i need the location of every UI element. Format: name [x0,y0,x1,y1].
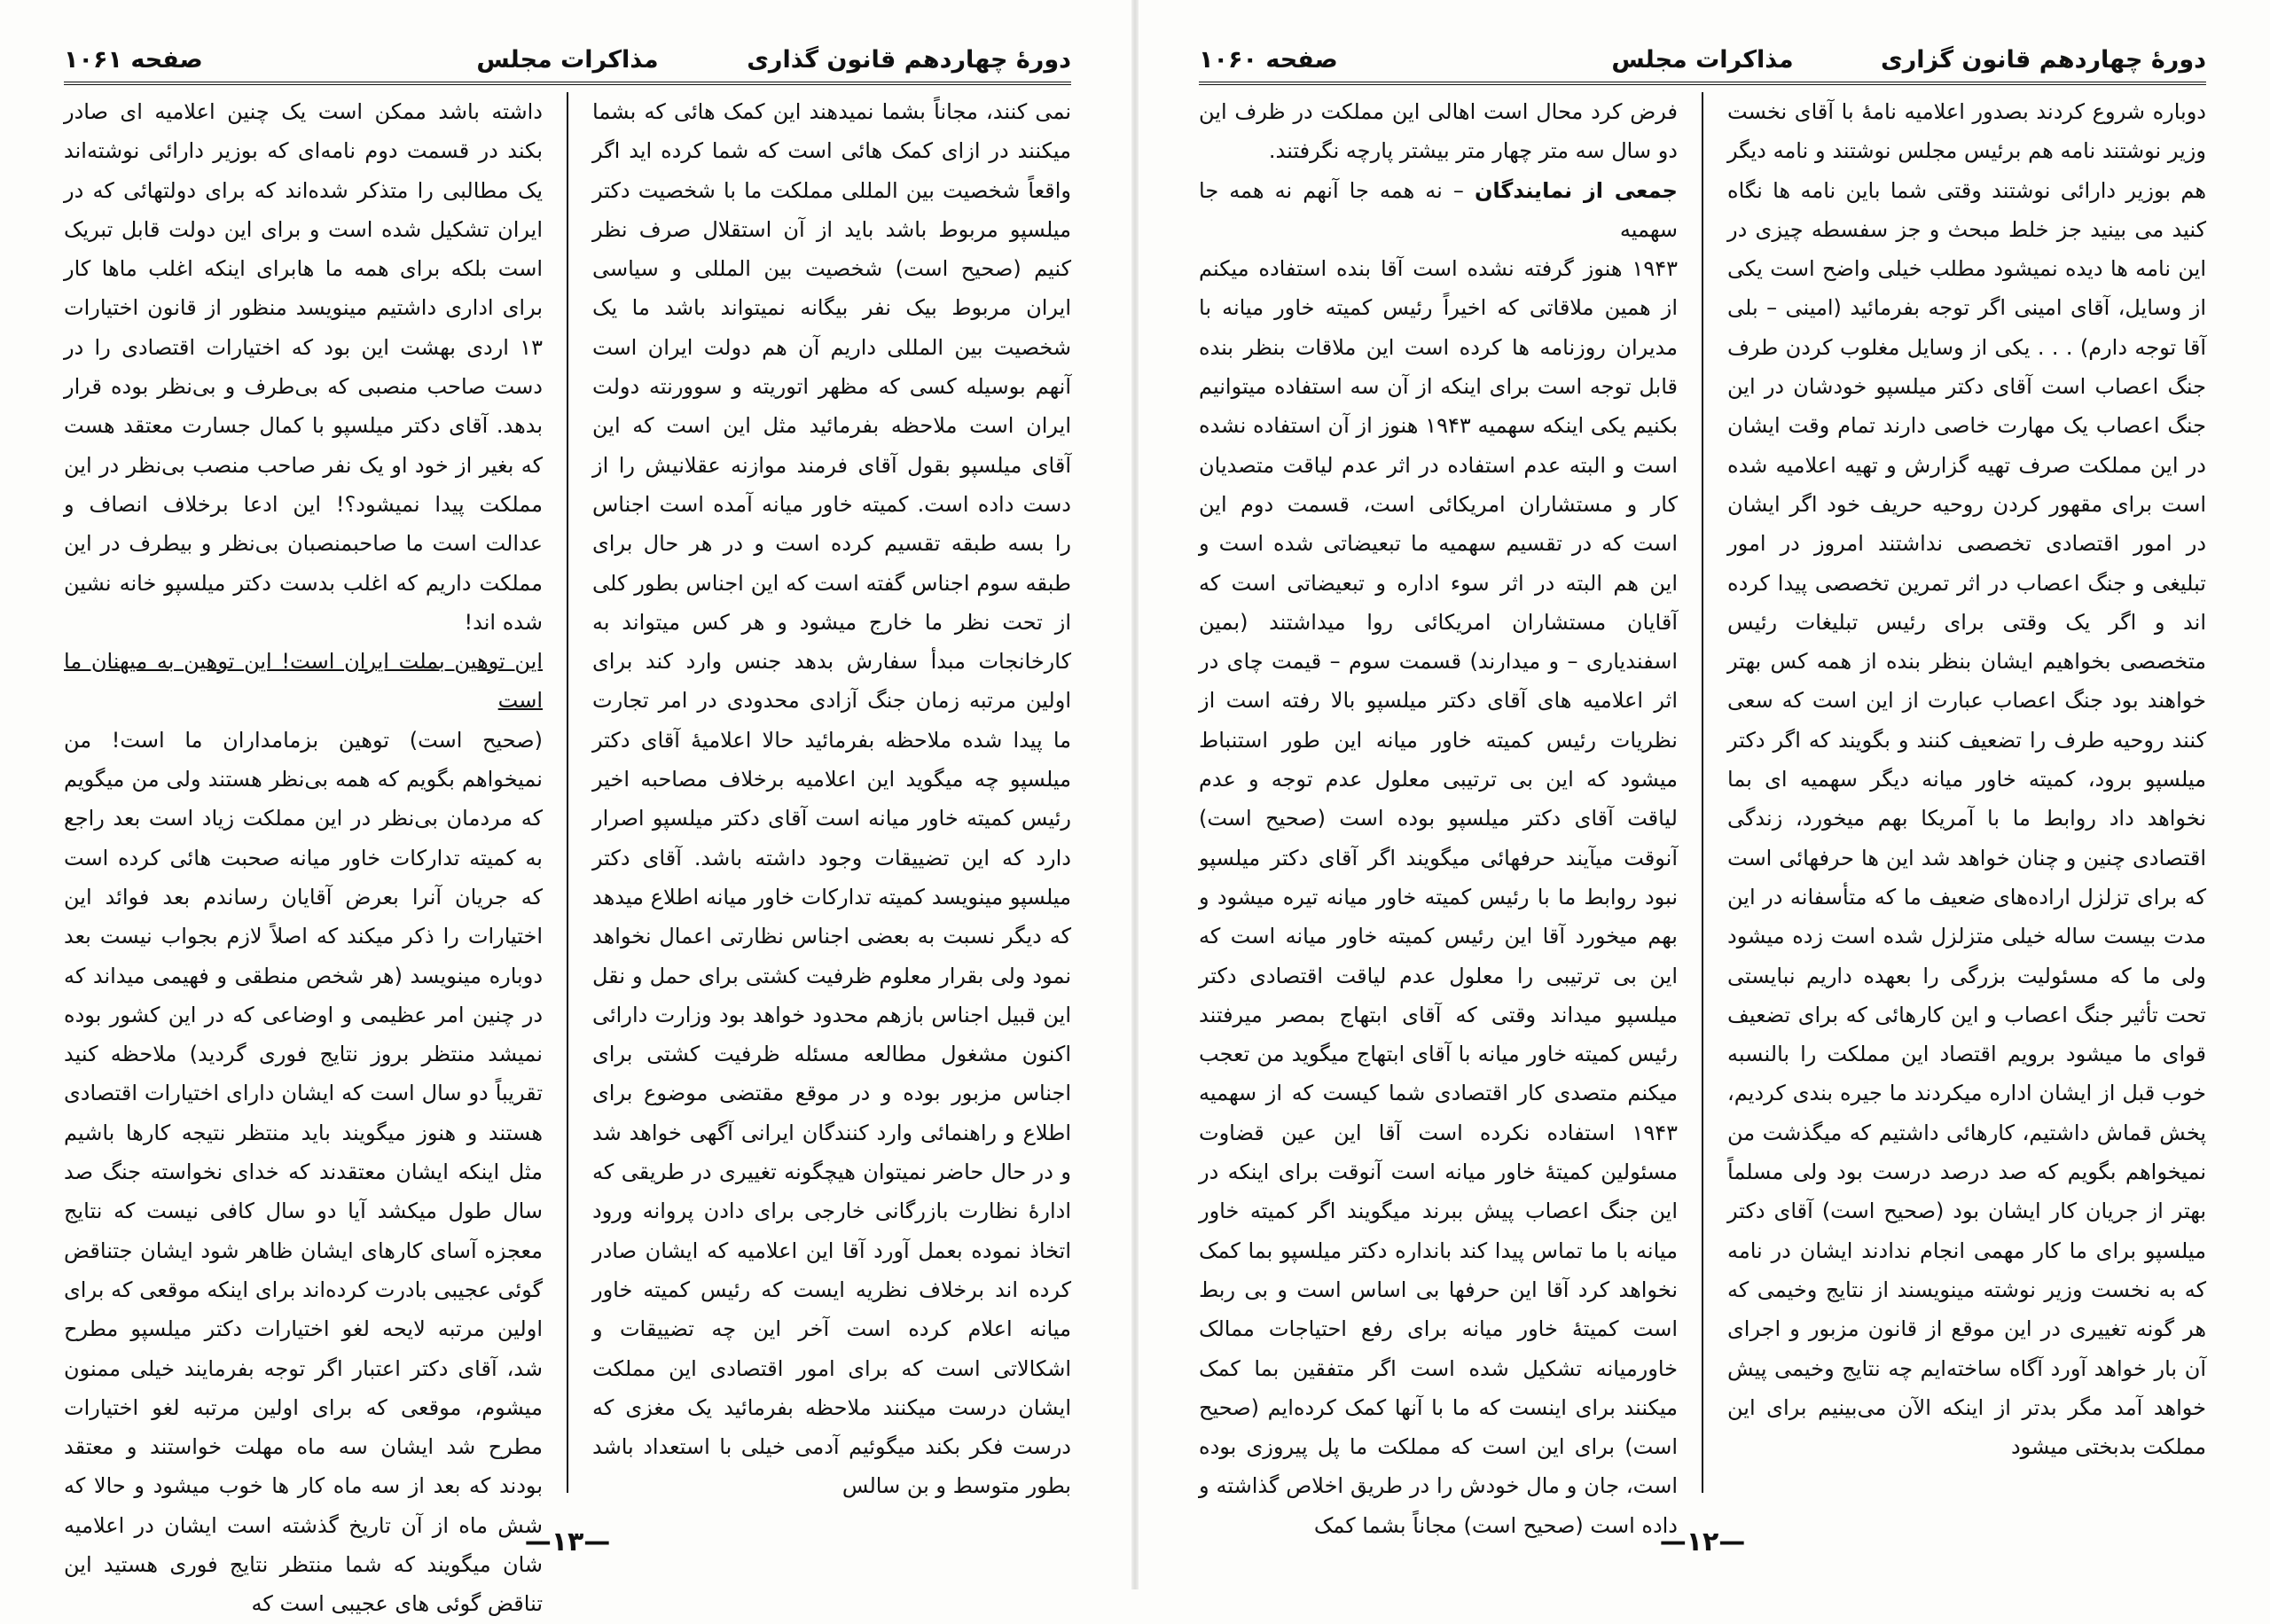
right-page-header [1199,27,2206,85]
right-page-left-column [1199,92,1678,1538]
right-page-folio: —۱۲— [1659,1526,1746,1558]
left-page [0,0,1135,1617]
speaker-remark: – نه همه جا آنهم نه همه جا سهمیه [1199,177,1678,242]
right-page [1135,0,2270,1589]
right-left-col-intro: فرض کرد محال است اهالی این مملکت در ظرف این دو سال سه متر چهار متر بیشتر پارچه نگرفتند. [1199,99,1678,164]
left-right-col-paragraph: نمی کنند، مجاناً بشما نمیدهند این کمک هائی که بشما میکنند در ازای کمک هائی است که شما کرده اید اگر واقعاً شخصیت بین المللی مملکت ما با شخصیت دکتر میلسپو مربوط باشد باید از آن استقلال صرف نظر کنیم (صحیح است) شخصیت بین المللی و سیاسی ایران مربوط بیک نفر بیگانه نمیتواند باشد ما یک شخصیت بین المللی داریم آن هم دولت ایران است آنهم بوسیله کسی که مظهر اتوریته و سوورنته دولت ایران است ملاحظه بفرمائید مثل این است که این آقای میلسپو بقول آقای فرمند موازنه عقلانیش را از دست داده است. کمیته خاور میانه آمده است اجناس را بسه طبقه تقسیم کرده است و در هر حال برای طبقه سوم اجناس گفته است که این اجناس بطور کلی از تحت نظر ما خارج میشود و هر کس میتواند به کارخانجات مبدأ سفارش بدهد جنس وارد کند برای اولین مرتبه زمان جنگ آزادی محدودی در امر تجارت ما پیدا شده ملاحظه بفرمائید حالا اعلامیهٔ آقای دکتر میلسپو چه میگوید این اعلامیه برخلاف مصاحبه اخیر رئیس کمیته خاور میانه است آقای دکتر میلسپو اصرار دارد که این تضییقات وجود داشته باشد. آقای دکتر میلسپو مینویسد کمیته تدارکات خاور میانه اطلاع میدهد که دیگر نسبت به بعضی اجناس نظارتی اعمال نخواهد نمود ولی بقرار معلوم ظرفیت کشتی برای حمل و نقل این قبیل اجناس بازهم محدود خواهد بود وزارت دارائی اکنون مشغول مطالعه مسئله ظرفیت کشتی برای اجناس مزبور بوده و در موقع مقتضی موضوع برای اطلاع و راهنمائی وارد کنندگان ایرانی آگهی خواهد شد و در حال حاضر نمیتوان هیچگونه تغییری در طریقی که ادارهٔ نظارت بازرگانی خارجی برای دادن پروانه ورود اتخاذ نموده بعمل آورد آقا این اعلامیه که ایشان صادر کرده اند برخلاف نظریه ایست که رئیس کمیته خاور میانه اعلام کرده است آخر این چه تضییقات و اشکالاتی است که برای امور اقتصادی این مملکت ایشان درست میکنند ملاحظه بفرمائید یک مغزی که درست فکر بکند میگوئیم آدمی خیلی با استعداد باشد بطور متوسط و بن سالس [592,99,1071,1499]
left-page-right-column [592,92,1071,1499]
left-page-header [64,27,1071,85]
column-divider [567,92,568,1493]
left-left-col-underlined-line: این توهین بملت ایران است! این توهین به میهنان ما است [64,649,543,714]
left-left-col-paragraph-2: (صحیح است) توهین بزمامداران ما است! من نمیخواهم بگویم که همه بی‌نظر هستند ولی من میگویم که مردمان بی‌نظر در این مملکت زیاد است بعد راجع به کمیته تدارکات خاور میانه صحبت هائی کرده است که جریان آنرا بعرض آقایان رساندم بعد فوائد این اختیارات را ذکر میکند که اصلاً لازم بجواب نیست بعد دوباره مینویسد (هر شخص منطقی و فهیمی میداند که در چنین امر عظیمی و اوضاعی که در این کشور بوده نمیشد منتظر بروز نتایج فوری گردید) ملاحظه کنید تقریباً دو سال است که ایشان دارای اختیارات اقتصادی هستند و هنوز میگویند باید منتظر نتیجه کارها باشیم مثل اینکه ایشان معتقدند که خدای نخواسته جنگ صد سال طول میکشد آیا دو سال کافی نیست که نتایج معجزه آسای کارهای ایشان ظاهر شود ایشان جتناقض گوئی عجیبی بادرت کرده‌اند برای اینکه موقعی که برای اولین مرتبه لایحه لغو اختیارات دکتر میلسپو مطرح شد، آقای دکتر اعتبار اگر توجه بفرمایند خیلی ممنون میشوم، موقعی که برای اولین مرتبه لغو اختیارات مطرح شد ایشان سه ماه مهلت خواستند و معتقد بودند که بعد از سه ماه کار ها خوب میشود و حالا که شش ماه از آن تاریخ گذشته است ایشان در اعلامیه شان میگویند که شما منتظر نتایج فوری هستید این تناقض گوئی های عجیبی است که [64,727,543,1617]
right-page-right-column [1727,92,2206,1493]
left-header-title: دورهٔ چهاردهم قانون گذاری [747,46,1071,74]
speaker-label: جمعی از نمایندگان [1474,177,1678,203]
left-page-left-column [64,92,543,1617]
right-header-center: مذاکرات مجلس [1611,46,1794,74]
right-header-title: دورهٔ چهاردهم قانون گزاری [1880,46,2206,74]
left-left-col-paragraph-1: داشته باشد ممکن است یک چنین اعلامیه ای صادر بکند در قسمت دوم نامه‌ای که بوزیر دارائی نوشته‌اند یک مطالبی را متذکر شده‌اند که برای دولتهائی که در ایران تشکیل شده است و برای این دولت قابل تبریک است بلکه برای همه ما هابرای اینکه اغلب ماها کار برای اداری داشتیم مینویسد منظور از قانون اختیارات ۱۳ اردی بهشت این بود که اختیارات اقتصادی را در دست صاحب منصبی که بی‌طرف و بی‌نظر بوده قرار بدهد. آقای دکتر میلسپو با کمال جسارت معتقد هست که بغیر از خود او یک نفر صاحب منصب بی‌نظر در این مملکت پیدا نمیشود؟! این ادعا برخلاف انصاف و عدالت است ما صاحبمنصبان بی‌نظر و بیطرف در این مملکت داریم که اغلب بدست دکتر میلسپو خانه نشین شده اند! [64,99,543,635]
right-right-col-paragraph: دوباره شروع کردند بصدور اعلامیه نامهٔ با آقای نخست وزیر نوشتند نامه هم برئیس مجلس نوشتند و نامه دیگر هم بوزیر دارائی نوشتند وقتی شما باین نامه ها نگاه کنید می بینید جز خلط مبحث و جز سفسطه چیزی در این نامه ها دیده نمیشود مطلب خیلی واضح است یکی از وسایل، آقای امینی اگر توجه بفرمائید (امینی – بلی آقا توجه دارم) . . . یکی از وسایل مغلوب کردن طرف جنگ اعصاب است آقای دکتر میلسپو خودشان در این جنگ اعصاب یک مهارت خاصی دارند تمام وقت ایشان در این مملکت صرف تهیه گزارش و تهیه اعلامیه شده است برای مقهور کردن روحیه حریف خود اگر ایشان در امور اقتصادی تخصصی نداشتند امروز در امور تبلیغی و جنگ اعصاب در اثر تمرین تخصصی پیدا کرده اند و اگر یک وقتی برای رئیس تبلیغات رئیس متخصصی بخواهیم ایشان بنظر بنده از همه کس بهتر خواهند بود جنگ اعصاب عبارت از این است که سعی کنند روحیه طرف را تضعیف کنند و بگویند که اگر دکتر میلسپو برود، کمیته خاور میانه دیگر سهمیه ای بما نخواهد داد روابط ما با آمریکا بهم میخورد، زندگی اقتصادی چنین و چنان خواهد شد این ها حرفهائی است که برای تزلزل اراده‌های ضعیف ما که متأسفانه در این مدت بیست ساله خیلی متزلزل شده است زده میشود ولی ما که مسئولیت بزرگی را بعهده داریم نبایستی تحت تأثیر جنگ اعصاب و این کارهائی که برای تضعیف قوای ما میشود برویم اقتصاد این مملکت را بالنسبه خوب قبل از ایشان اداره میکردند ما جیره بندی کردیم، پخش قماش داشتیم، کارهائی داشتیم که میگذشت من نمیخواهم بگویم که صد درصد درست بود ولی مسلماً بهتر از جریان کار ایشان بود (صحیح است) آقای دکتر میلسپو برای ما کار مهمی انجام ندادند ایشان در نامه که به نخست وزیر نوشته مینویسند از نتایج وخیمی که هر گونه تغییری در این موقع از قانون مزبور و اجرای آن بار خواهد آورد آگاه ساخته‌ایم چه نتایج وخیمی پیش خواهد آمد مگر بدتر از اینکه الآن می‌بینیم برای این مملکت بدبختی میشود [1727,99,2206,1460]
right-left-col-interjection [1199,171,1678,250]
right-header-page-label: صفحه ۱۰۶۰ [1199,46,1338,74]
right-left-col-paragraph: ۱۹۴۳ هنوز گرفته نشده است آقا بنده استفاده میکنم از همین ملاقاتی که اخیراً رئیس کمیته خاور میانه با مدیران روزنامه ها کرده است این ملاقات بنظر بنده قابل توجه است برای اینکه از آن سه استفاده میتوانیم بکنیم یکی اینکه سهمیه ۱۹۴۳ هنوز از آن استفاده نشده است و البته عدم استفاده در اثر عدم لیاقت متصدیان کار و مستشاران امریکائی است، قسمت دوم این است که در تقسیم سهمیه ما تبعیضاتی شده است و این هم البته در اثر سوء اداره و تبعیضاتی است که آقایان مستشاران امریکائی روا میداشتند (بمین اسفندیاری – و میدارند) قسمت سوم – قیمت چای در اثر اعلامیه های آقای دکتر میلسپو بالا رفته است از نظریات رئیس کمیته خاور میانه این طور استنباط میشود که این بی ترتیبی معلول عدم توجه و عدم لیاقت آقای دکتر میلسپو بوده است (صحیح است) آنوقت میآیند حرفهائی میگویند اگر آقای دکتر میلسپو نبود روابط ما با رئیس کمیته خاور میانه تیره میشود و بهم میخورد آقا این رئیس کمیته خاور میانه است که این بی ترتیبی را معلول عدم لیاقت اقتصادی دکتر میلسپو میداند وقتی که آقای ابتهاج بمصر میرفتند رئیس کمیته خاور میانه با آقای ابتهاج میگوید من تعجب میکنم متصدی کار اقتصادی شما کیست که از سهمیه ۱۹۴۳ استفاده نکرده است آقا این عین قضاوت مسئولین کمیتهٔ خاور میانه است آنوقت برای اینکه در این جنگ اعصاب پیش ببرند میگویند اگر کمیته خاور میانه با ما تماس پیدا کند بانداره دکتر میلسپو بما کمک نخواهد کرد آقا این حرفها بی اساس است و بی ربط است کمیتهٔ خاور میانه برای رفع احتیاجات ممالک خاورمیانه تشکیل شده است اگر متفقین بما کمک میکنند برای اینست که ما با آنها کمک کرده‌ایم (صحیح است) برای این است که مملکت ما پل پیروزی بوده است، جان و مال خودش را در طریق اخلاص گذاشته و داده است (صحیح است) مجاناً بشما کمک [1199,256,1678,1538]
left-header-page-label: صفحه ۱۰۶۱ [64,46,203,74]
left-header-center: مذاکرات مجلس [476,46,659,74]
column-divider [1702,92,1703,1493]
left-page-folio: —۱۳— [524,1526,611,1558]
